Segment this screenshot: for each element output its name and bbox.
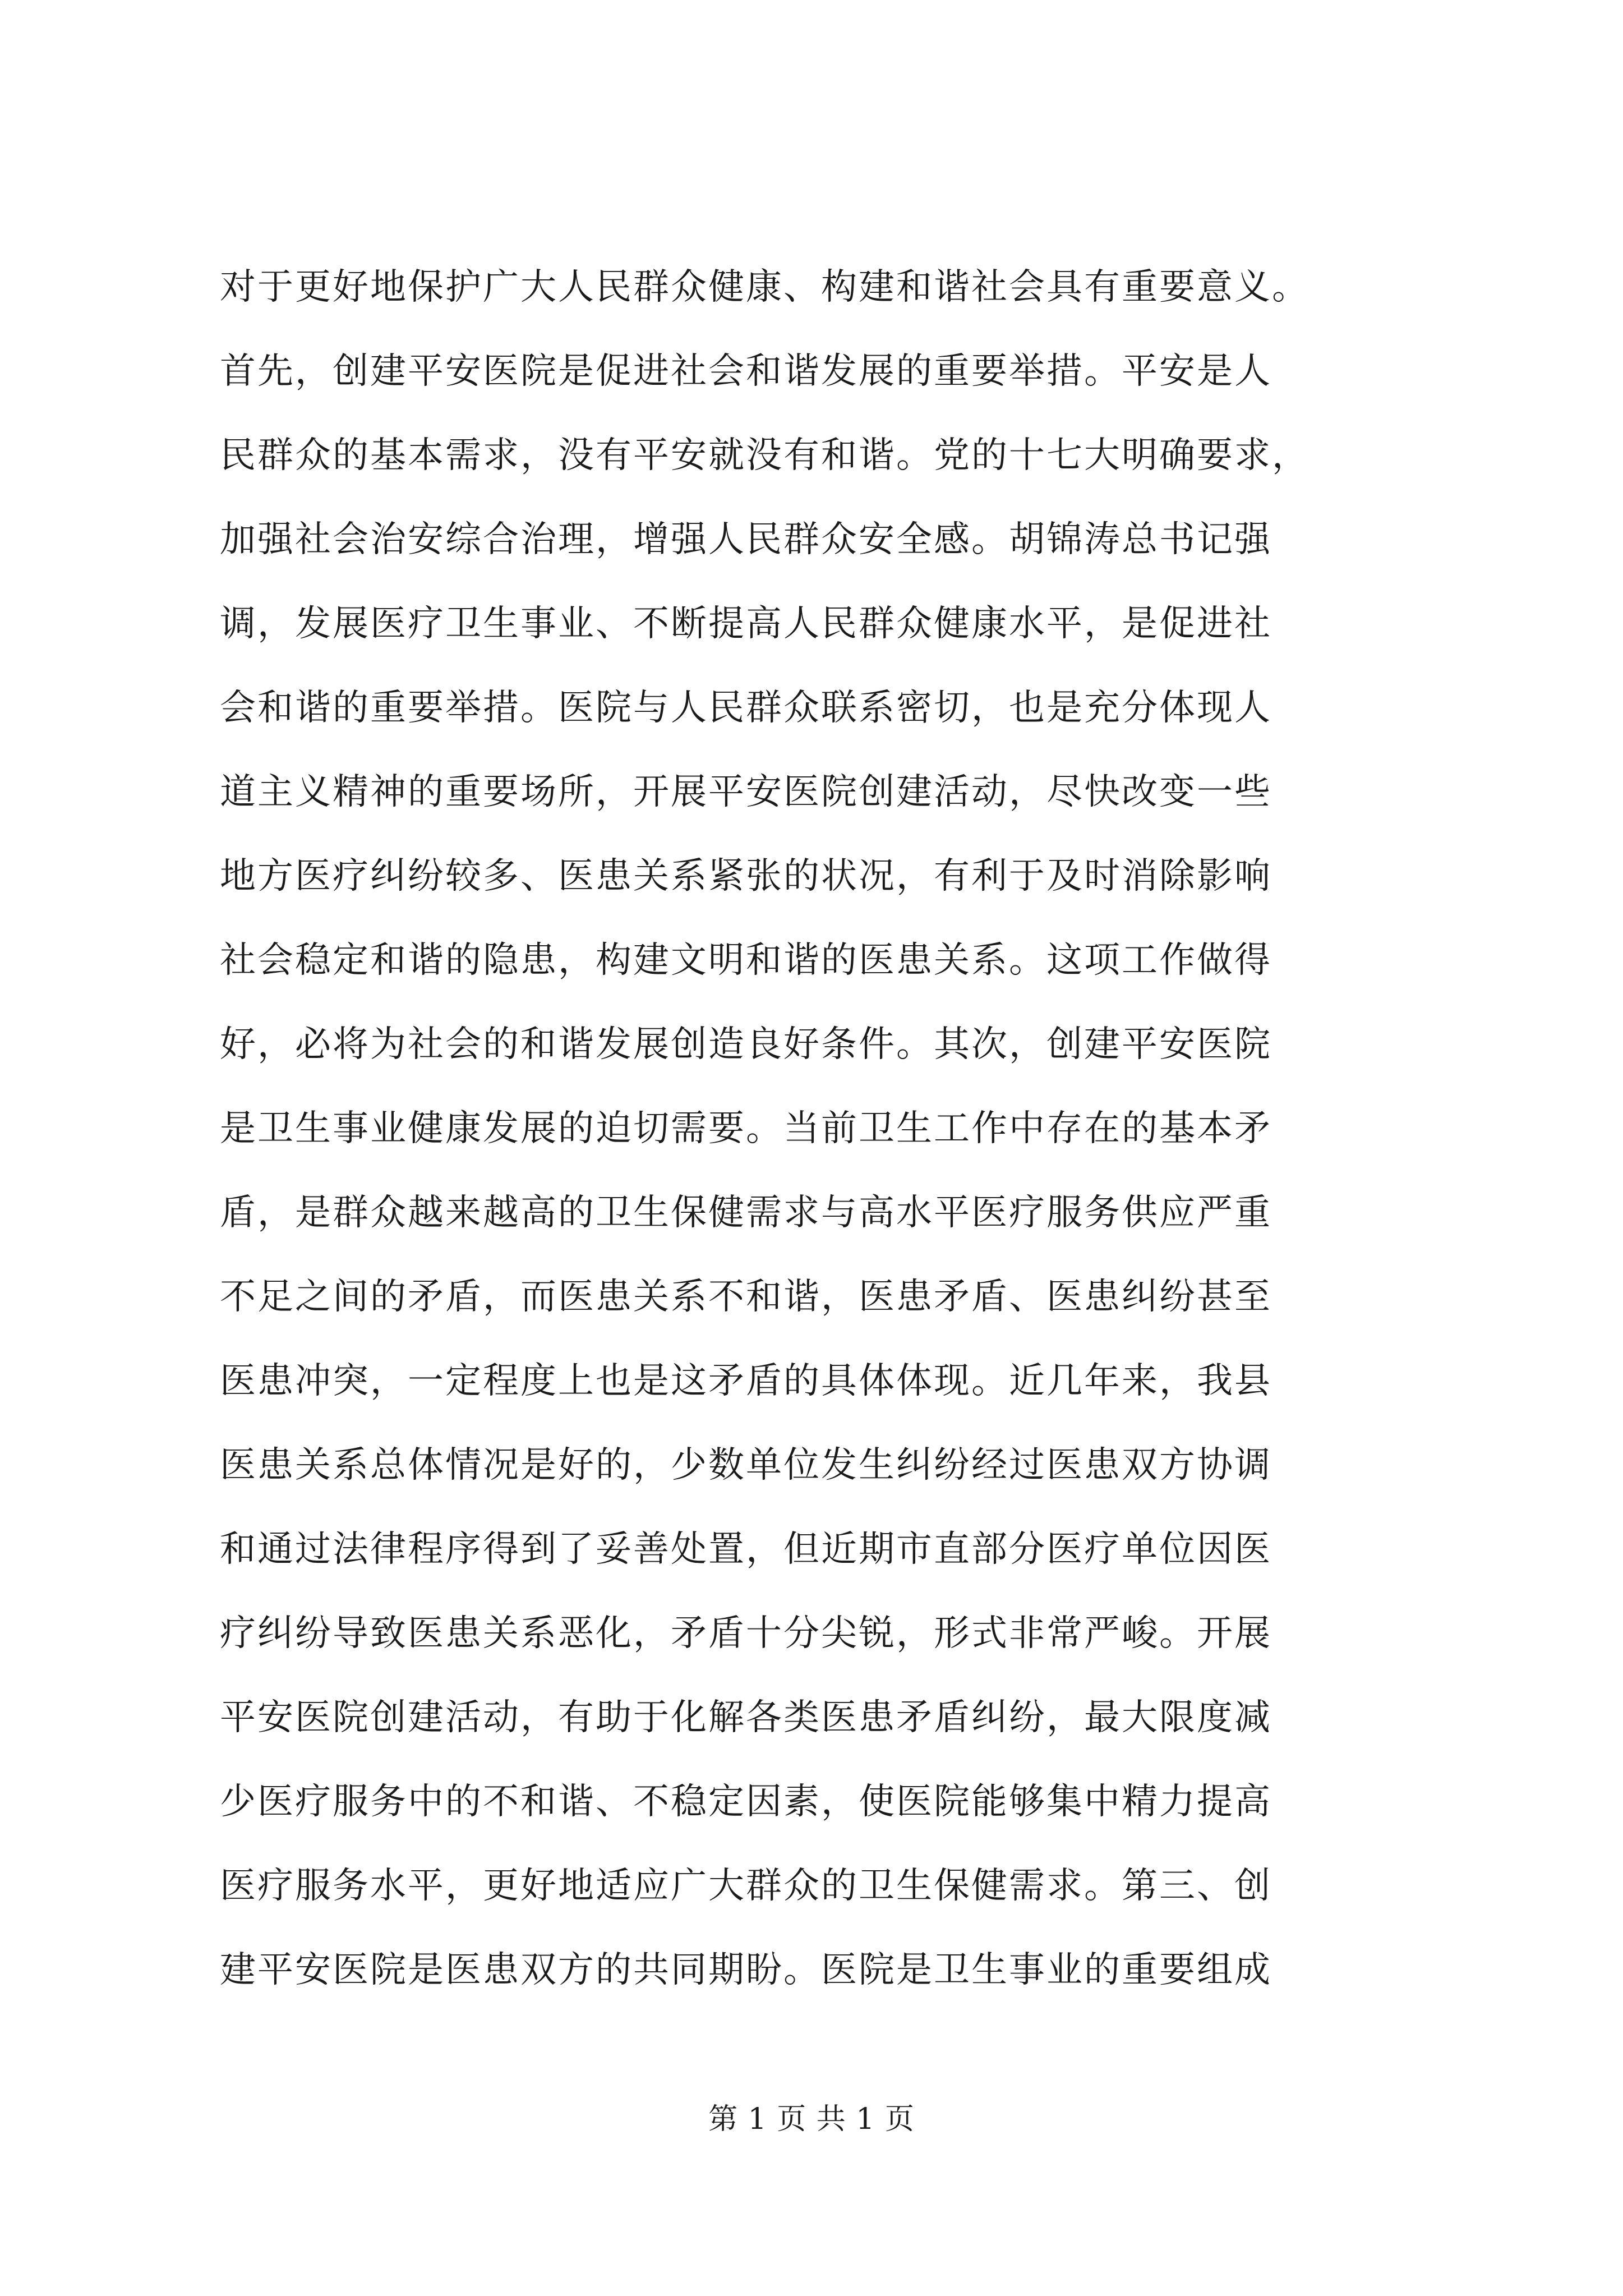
text-line: 盾，是群众越来越高的卫生保健需求与高水平医疗服务供应严重 <box>220 1192 1272 1234</box>
page-number-footer: 第 1 页 共 1 页 <box>708 2102 915 2136</box>
text-line: 地方医疗纠纷较多、医患关系紧张的状况，有利于及时消除影响 <box>220 855 1272 897</box>
text-line: 医患冲突，一定程度上也是这矛盾的具体体现。近几年来，我县 <box>220 1360 1272 1402</box>
text-line: 对于更好地保护广大人民群众健康、构建和谐社会具有重要意义。 <box>220 266 1310 308</box>
text-line: 疗纠纷导致医患关系恶化，矛盾十分尖锐，形式非常严峻。开展 <box>220 1613 1272 1654</box>
text-line: 是卫生事业健康发展的迫切需要。当前卫生工作中存在的基本矛 <box>220 1108 1272 1149</box>
text-line: 平安医院创建活动，有助于化解各类医患矛盾纠纷，最大限度减 <box>220 1697 1272 1738</box>
text-line: 建平安医院是医患双方的共同期盼。医院是卫生事业的重要组成 <box>220 1949 1272 1991</box>
text-line: 道主义精神的重要场所，开展平安医院创建活动，尽快改变一些 <box>220 771 1272 813</box>
text-line: 不足之间的矛盾，而医患关系不和谐，医患矛盾、医患纠纷甚至 <box>220 1276 1272 1318</box>
text-line: 医疗服务水平，更好地适应广大群众的卫生保健需求。第三、创 <box>220 1865 1272 1907</box>
text-line: 会和谐的重要举措。医院与人民群众联系密切，也是充分体现人 <box>220 687 1272 729</box>
text-line: 调，发展医疗卫生事业、不断提高人民群众健康水平，是促进社 <box>220 603 1272 645</box>
text-line: 少医疗服务中的不和谐、不稳定因素，使医院能够集中精力提高 <box>220 1781 1272 1823</box>
text-line: 医患关系总体情况是好的，少数单位发生纠纷经过医患双方协调 <box>220 1444 1272 1486</box>
text-line: 社会稳定和谐的隐患，构建文明和谐的医患关系。这项工作做得 <box>220 940 1272 981</box>
text-line: 民群众的基本需求，没有平安就没有和谐。党的十七大明确要求， <box>220 435 1310 476</box>
text-line: 和通过法律程序得到了妥善处置，但近期市直部分医疗单位因医 <box>220 1529 1272 1570</box>
text-line: 首先，创建平安医院是促进社会和谐发展的重要举措。平安是人 <box>220 351 1272 392</box>
text-line: 好，必将为社会的和谐发展创造良好条件。其次，创建平安医院 <box>220 1024 1272 1065</box>
text-line: 加强社会治安综合治理，增强人民群众安全感。胡锦涛总书记强 <box>220 519 1272 560</box>
